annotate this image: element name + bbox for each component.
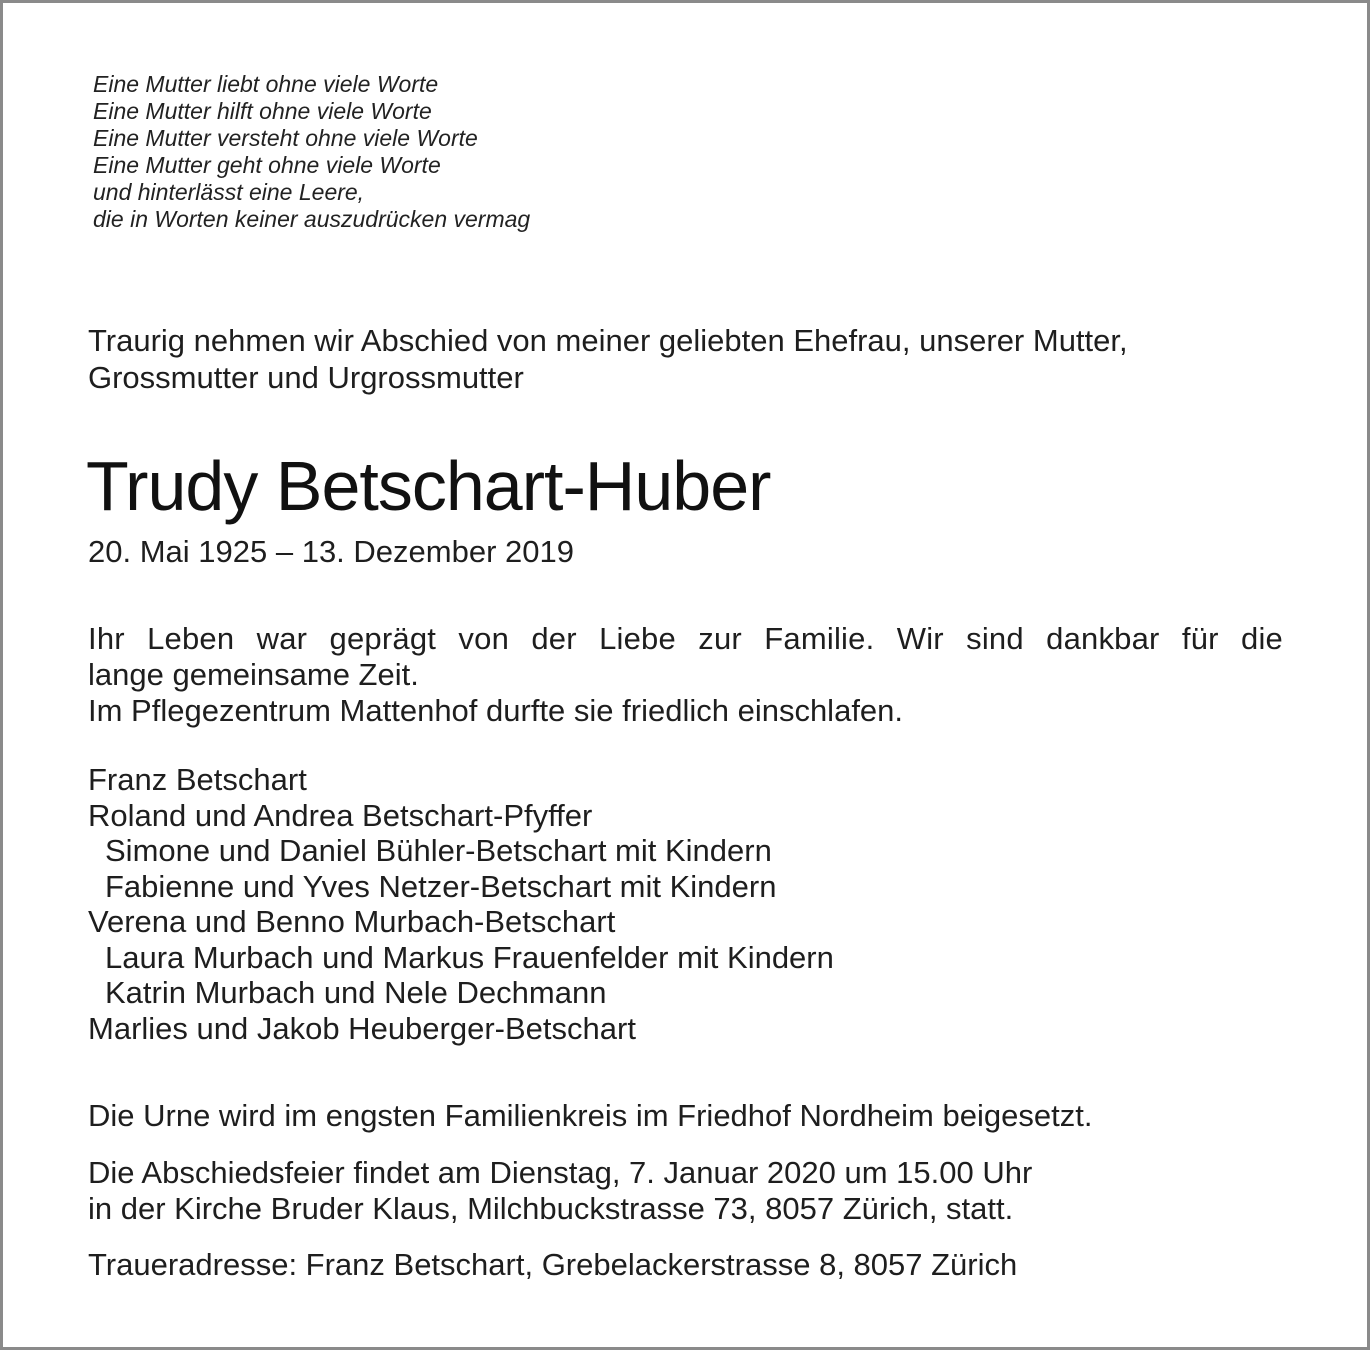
urn-notice-line: Die Urne wird im engsten Familienkreis im Friedhof Nordheim beigesetzt. (88, 1098, 1093, 1133)
intro-line: Grossmutter und Urgrossmutter (88, 360, 524, 395)
life-line: Im Pflegezentrum Mattenhof durfte sie friedlich einschlafen. (88, 693, 904, 728)
poem-line: und hinterlässt eine Leere, (93, 179, 365, 205)
intro-text (88, 322, 1283, 396)
family-member: Katrin Murbach und Nele Dechmann (105, 975, 607, 1010)
family-member: Fabienne und Yves Netzer-Betschart mit Kindern (105, 868, 777, 904)
ceremony-notice (88, 1155, 1032, 1227)
life-dates: 20. Mai 1925 – 13. Dezember 2019 (88, 534, 574, 569)
life-paragraph (88, 621, 1283, 729)
family-member: Marlies und Jakob Heuberger-Betschart (88, 1010, 636, 1046)
poem-line: Eine Mutter liebt ohne viele Worte (93, 71, 439, 97)
intro-line: Traurig nehmen wir Abschied von meiner geliebten Ehefrau, unserer Mutter, (88, 323, 1128, 358)
poem-line: die in Worten keiner auszudrücken vermag (93, 206, 531, 232)
family-member: Roland und Andrea Betschart-Pfyffer (88, 797, 593, 833)
life-line: Ihr Leben war geprägt von der Liebe zur Familie. Wir sind dankbar für die (88, 621, 1283, 656)
poem-line: Eine Mutter geht ohne viele Worte (93, 152, 441, 178)
deceased-name: Trudy Betschart-Huber (86, 447, 771, 525)
ceremony-line: in der Kirche Bruder Klaus, Milchbuckstrasse 73, 8057 Zürich, statt. (88, 1191, 1014, 1226)
poem-line: Eine Mutter hilft ohne viele Worte (93, 98, 432, 124)
ceremony-line: Die Abschiedsfeier findet am Dienstag, 7. Januar 2020 um 15.00 Uhr (88, 1155, 1033, 1190)
family-member: Franz Betschart (88, 762, 307, 797)
urn-notice (88, 1098, 1092, 1134)
life-line: lange gemeinsame Zeit. (88, 657, 419, 692)
family-member: Laura Murbach und Markus Frauenfelder mit Kindern (105, 939, 834, 975)
family-list (88, 762, 834, 1046)
mourning-address (88, 1247, 1017, 1283)
poem (93, 71, 530, 233)
family-member: Verena und Benno Murbach-Betschart (88, 904, 616, 939)
poem-line: Eine Mutter versteht ohne viele Worte (93, 125, 478, 151)
mourning-address-line: Traueradresse: Franz Betschart, Grebelackerstrasse 8, 8057 Zürich (88, 1247, 1018, 1282)
family-member: Simone und Daniel Bühler-Betschart mit Kindern (105, 833, 772, 868)
